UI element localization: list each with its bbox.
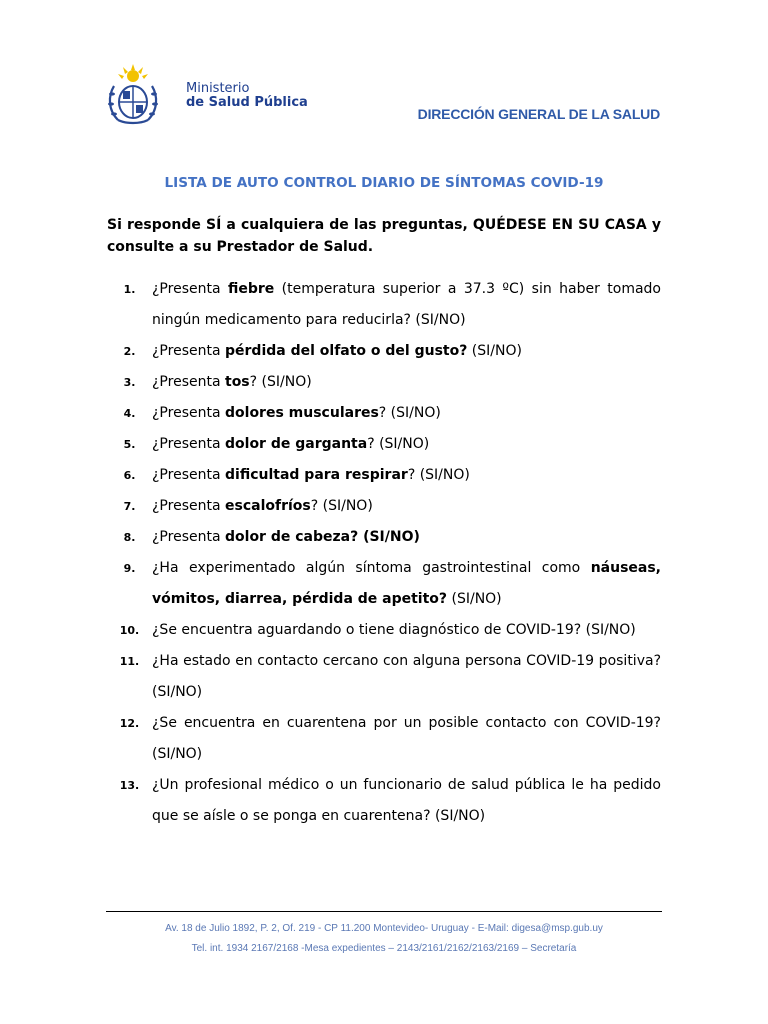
question-text-emphasis: dificultad para respirar (225, 467, 408, 483)
question-text-start: ¿Ha experimentado algún síntoma gastrointestinal como (152, 560, 591, 576)
question-text-emphasis: tos (225, 374, 250, 390)
question-number: 8. (123, 531, 136, 544)
question-text-emphasis: náuseas, vómitos, diarrea, pérdida de apetito? (152, 560, 661, 607)
question-text-end: ? (SI/NO) (367, 436, 430, 452)
question-text-end: ? (SI/NO) (249, 374, 312, 390)
question-text-start: ¿Presenta (152, 281, 228, 297)
question-number: 11. (119, 655, 140, 668)
question-number: 12. (119, 717, 140, 730)
question-item (107, 708, 661, 770)
question-item (107, 398, 661, 429)
footer-phones: Tel. int. 1934 2167/2168 -Mesa expedientes – 2143/2161/2162/2163/2169 – Secretaría (191, 943, 577, 954)
question-text-start: ¿Se encuentra en cuarentena por un posible contacto con COVID-19? (SI/NO) (152, 715, 661, 762)
question-number: 2. (123, 345, 136, 358)
question-text-emphasis: fiebre (227, 281, 275, 297)
question-text-start: ¿Presenta (152, 436, 225, 452)
question-text-end: (temperatura superior a 37.3 ºC) sin haber tomado ningún medicamento para reducirla? (SI/NO) (152, 281, 661, 328)
question-text-start: ¿Presenta (152, 498, 225, 514)
question-text (152, 770, 661, 832)
question-text-start: ¿Ha estado en contacto cercano con alguna persona COVID-19 positiva? (SI/NO) (152, 653, 661, 700)
question-item (107, 429, 661, 460)
question-text-end: ? (SI/NO) (378, 405, 441, 421)
question-text (152, 398, 661, 429)
question-text-end: ? (SI/NO) (310, 498, 373, 514)
question-number: 6. (123, 469, 136, 482)
question-number: 1. (123, 283, 136, 296)
question-number: 5. (123, 438, 136, 451)
footer-address: Av. 18 de Julio 1892, P. 2, Of. 219 - CP 11.200 Montevideo- Uruguay - E-Mail: digesa@msp.gub.uy (165, 923, 603, 934)
question-text (152, 429, 661, 460)
question-number: 4. (123, 407, 136, 420)
coat-of-arms-icon (104, 64, 162, 126)
question-item (107, 274, 661, 336)
question-text-start: ¿Presenta (152, 529, 225, 545)
question-item (107, 367, 661, 398)
question-item (107, 522, 661, 553)
question-number: 10. (119, 624, 140, 637)
question-text-end: (SI/NO) (467, 343, 522, 359)
question-text (152, 522, 661, 553)
question-item (107, 553, 661, 615)
question-number: 9. (123, 562, 136, 575)
question-text (152, 491, 661, 522)
question-text (152, 274, 661, 336)
question-text-start: ¿Se encuentra aguardando o tiene diagnóstico de COVID-19? (SI/NO) (152, 622, 636, 638)
question-item (107, 460, 661, 491)
question-item (107, 646, 661, 708)
question-number: 3. (123, 376, 136, 389)
question-text-start: ¿Presenta (152, 343, 225, 359)
question-text-start: ¿Un profesional médico o un funcionario de salud pública le ha pedido que se aísle o se ponga en cuarentena? (SI/NO) (152, 777, 661, 824)
ministry-line2: de Salud Pública (186, 95, 308, 110)
direccion-heading: DIRECCIÓN GENERAL DE LA SALUD (417, 106, 660, 122)
question-text (152, 615, 661, 646)
question-text (152, 708, 661, 770)
question-item (107, 615, 661, 646)
footer-divider (106, 911, 662, 912)
ministry-name (186, 82, 308, 110)
question-number: 7. (123, 500, 136, 513)
question-text (152, 336, 661, 367)
question-text-emphasis: dolores musculares (225, 405, 379, 421)
question-text (152, 646, 661, 708)
question-item (107, 491, 661, 522)
intro-paragraph: Si responde SÍ a cualquiera de las preguntas, QUÉDESE EN SU CASA y consulte a su Prestador de Salud. (107, 217, 661, 255)
question-text-end: (SI/NO) (447, 591, 502, 607)
question-text-end: ? (SI/NO) (407, 467, 470, 483)
question-text-start: ¿Presenta (152, 374, 225, 390)
question-text-emphasis: pérdida del olfato o del gusto? (225, 343, 468, 359)
question-number: 13. (119, 779, 140, 792)
question-text-start: ¿Presenta (152, 405, 225, 421)
question-text (152, 460, 661, 491)
question-list (107, 274, 661, 832)
question-item (107, 336, 661, 367)
ministry-line1: Ministerio (186, 81, 250, 96)
question-item (107, 770, 661, 832)
question-text (152, 553, 661, 615)
document-title: LISTA DE AUTO CONTROL DIARIO DE SÍNTOMAS COVID-19 (164, 175, 604, 191)
question-text (152, 367, 661, 398)
question-text-start: ¿Presenta (152, 467, 225, 483)
question-text-emphasis: dolor de garganta (225, 436, 368, 452)
question-text-emphasis: escalofríos (225, 498, 311, 514)
question-text-emphasis: dolor de cabeza? (SI/NO) (225, 529, 420, 545)
